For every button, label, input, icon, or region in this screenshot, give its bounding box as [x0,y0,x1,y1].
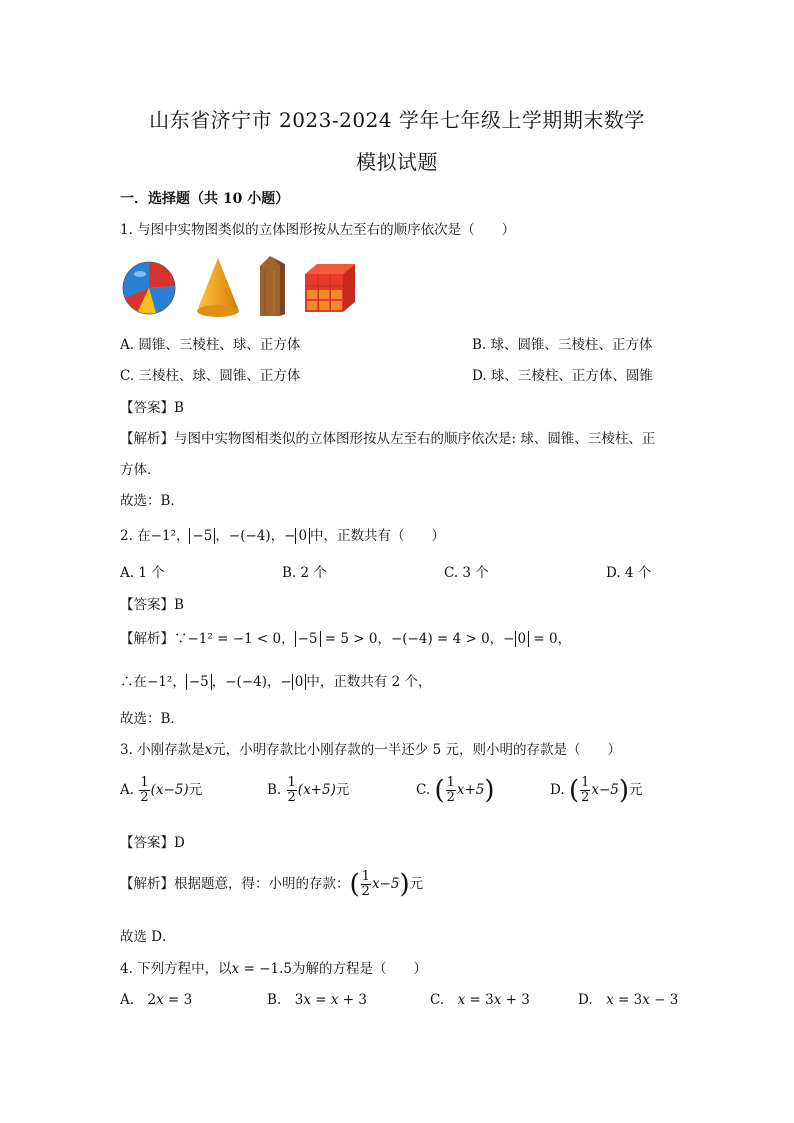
q2-option-c: C. 3 个 [444,565,489,581]
q3-analysis-text: 【解析】根据题意，得：小明的存款： [120,876,350,892]
q2-option-a: A. 1 个 [120,565,165,581]
q1-stem: 1. 与图中实物图类似的立体图形按从左至右的顺序依次是（ ） [120,222,516,238]
q4-stem-tail: 为解的方程是（ ） [291,961,427,977]
q3-option-c: C. ( $\frac{1}{2}$ x+5) [416,775,495,806]
q3-option-d-unit: 元 [629,782,643,798]
q3-option-d: D. ( $\frac{1}{2}$ x−5)元 [550,775,643,806]
q2-stem-tail: 中，正数共有（ ） [310,528,446,544]
q2-therefore [120,670,432,690]
q2-sep: ， [270,528,285,544]
q4-stem-prefix: 4. 下列方程中，以 [120,961,232,977]
q2-option-b: B. 2 个 [282,565,327,581]
q2-expr-2: −5 [189,528,215,544]
document-title-line1: 山东省济宁市 2023-2024 学年七年级上学期期末数学 [149,108,645,132]
q1-answer: 【答案】B [120,400,184,416]
q3-option-b-unit: 元 [335,782,350,798]
q1-analysis-line1: 【解析】与图中实物图相类似的立体图形按从左至右的顺序依次是: 球、圆锥、三棱柱、正 [120,431,656,447]
q2-stem [120,524,445,544]
q3-option-a-label: A. [120,782,135,798]
section-heading: 一．选择题（共 10 小题） [120,191,290,207]
q4-option-b: B. 3x = x + 3 [267,992,367,1008]
q2-therefore-prefix: ∴在 [120,674,147,690]
q2-answer: 【答案】B [120,597,184,613]
q4-option-a: A. 2x = 3 [120,992,193,1008]
q4-option-b-label: B. [267,992,282,1008]
q3-analysis-unit: 元 [409,876,424,892]
q1-object-images [120,256,360,320]
cube-blocks-image [305,264,355,312]
q2-analysis-expr: −1² = −1 < 0， −5 = 5 > 0，−(−4) = 4 > 0，− 0 = 0， [187,631,572,647]
q3-option-b: B. $\frac{1}{2}$ (x+5)元 [267,775,350,805]
q3-stem-tail: 元，小明存款比小刚存款的一半还少 5 元，则小明的存款是（ ） [212,742,621,758]
q3-option-a: A. $\frac{1}{2}$ (x−5)元 [120,775,203,805]
q3-stem [120,738,621,758]
q4-stem: 4. 下列方程中，以x = −1.5为解的方程是（ ） [120,961,427,977]
q2-sep: ， [175,528,190,544]
cone-image [197,258,239,317]
q2-analysis [120,627,571,647]
q2-conclusion: 故选：B． [120,711,184,727]
q1-conclusion: 故选：B． [120,493,184,509]
q1-option-c: C. 三棱柱、球、圆锥、正方体 [120,368,301,384]
q1-option-a: A. 圆锥、三棱柱、球、正方体 [120,337,301,353]
q3-option-b-label: B. [267,782,282,798]
q3-option-d-label: D. [550,782,565,798]
q2-stem-prefix: 2. 在 [120,528,151,544]
q4-option-d-label: D. [578,992,593,1008]
q3-option-a-unit: 元 [188,782,203,798]
q1-analysis-line2: 方体． [120,462,161,478]
q3-analysis: 【解析】根据题意，得：小明的存款：( $\frac{1}{2}$ x−5)元 [120,869,424,900]
q1-option-b: B. 球、圆锥、三棱柱、正方体 [472,337,653,353]
q3-answer: 【答案】D [120,835,185,851]
q2-analysis-prefix: 【解析】∵ [120,631,188,647]
q1-option-d: D. 球、三棱柱、正方体、圆锥 [472,368,653,384]
wooden-prism-image [260,256,285,316]
q2-expr-4: − 0 [284,528,310,544]
q2-therefore-expr: −1²， −5 ，−(−4)，− 0 [147,674,306,690]
document-title-line2: 模拟试题 [356,150,438,174]
q3-var-x: x [204,742,213,758]
q3-stem-prefix: 3. 小刚存款是 [120,742,205,758]
q2-sep: ， [215,528,229,544]
beach-ball-image [123,262,175,314]
q3-option-c-label: C. [416,782,431,798]
q2-expr-3: −(−4) [228,528,271,544]
q4-option-c-label: C. [430,992,445,1008]
q4-condition: x [231,961,240,977]
q2-option-d: D. 4 个 [606,565,652,581]
q2-expr-1: −1² [150,528,176,544]
q4-option-a-label: A. [120,992,135,1008]
q3-conclusion: 故选 D． [120,929,176,945]
q4-option-c: C. x = 3x + 3 [430,992,530,1008]
q4-option-d: D. x = 3x − 3 [578,992,679,1008]
q2-therefore-tail: 中，正数共有 2 个， [306,674,432,690]
